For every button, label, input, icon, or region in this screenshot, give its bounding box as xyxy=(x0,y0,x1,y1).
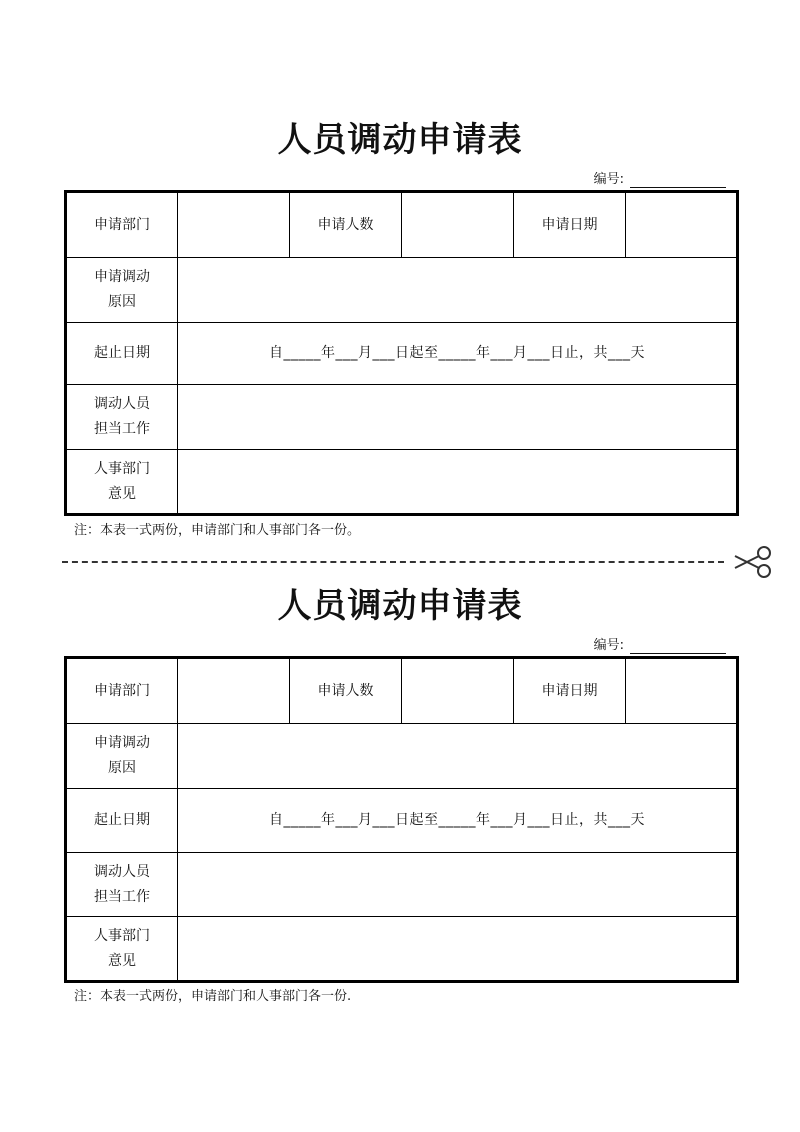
label-applying-dept: 申请部门 xyxy=(66,192,178,258)
serial-number-field[interactable] xyxy=(630,641,726,654)
form-note: 注：本表一式两份，申请部门和人事部门各一份. xyxy=(74,989,352,1004)
field-period[interactable]: 自_____年___月___日起至_____年___月___日止，共___天 xyxy=(178,323,738,385)
scissors-icon xyxy=(732,544,774,584)
field-applicant-count[interactable] xyxy=(402,192,514,258)
label-hr-opinion: 人事部门 意见 xyxy=(66,917,178,982)
field-transfer-reason[interactable] xyxy=(178,724,738,789)
form-title: 人员调动申请表 xyxy=(277,120,523,160)
label-period: 起止日期 xyxy=(66,789,178,853)
field-period[interactable]: 自_____年___月___日起至_____年___月___日止，共___天 xyxy=(178,789,738,853)
cut-line xyxy=(62,550,774,574)
label-transfer-reason: 申请调动 原因 xyxy=(66,258,178,323)
label-period: 起止日期 xyxy=(66,323,178,385)
serial-number xyxy=(594,172,726,188)
field-applying-dept[interactable] xyxy=(178,192,290,258)
field-assigned-duty[interactable] xyxy=(178,853,738,917)
label-transfer-reason: 申请调动 原因 xyxy=(66,724,178,789)
serial-label: 编号: xyxy=(593,638,624,653)
label-application-date: 申请日期 xyxy=(514,192,626,258)
label-applicant-count: 申请人数 xyxy=(290,192,402,258)
field-hr-opinion[interactable] xyxy=(178,450,738,515)
label-application-date: 申请日期 xyxy=(514,658,626,724)
label-applying-dept: 申请部门 xyxy=(66,658,178,724)
field-application-date[interactable] xyxy=(626,192,738,258)
form-title: 人员调动申请表 xyxy=(277,586,523,626)
serial-number xyxy=(594,638,726,654)
form-note: 注：本表一式两份，申请部门和人事部门各一份。 xyxy=(74,523,361,538)
field-transfer-reason[interactable] xyxy=(178,258,738,323)
field-assigned-duty[interactable] xyxy=(178,385,738,450)
label-assigned-duty: 调动人员 担当工作 xyxy=(66,853,178,917)
field-applying-dept[interactable] xyxy=(178,658,290,724)
serial-label: 编号: xyxy=(593,172,624,187)
dashed-divider xyxy=(62,561,724,563)
label-assigned-duty: 调动人员 担当工作 xyxy=(66,385,178,450)
label-hr-opinion: 人事部门 意见 xyxy=(66,450,178,515)
field-applicant-count[interactable] xyxy=(402,658,514,724)
serial-number-field[interactable] xyxy=(630,175,726,188)
field-hr-opinion[interactable] xyxy=(178,917,738,982)
form-table xyxy=(64,190,739,516)
field-application-date[interactable] xyxy=(626,658,738,724)
label-applicant-count: 申请人数 xyxy=(290,658,402,724)
form-table xyxy=(64,656,739,983)
